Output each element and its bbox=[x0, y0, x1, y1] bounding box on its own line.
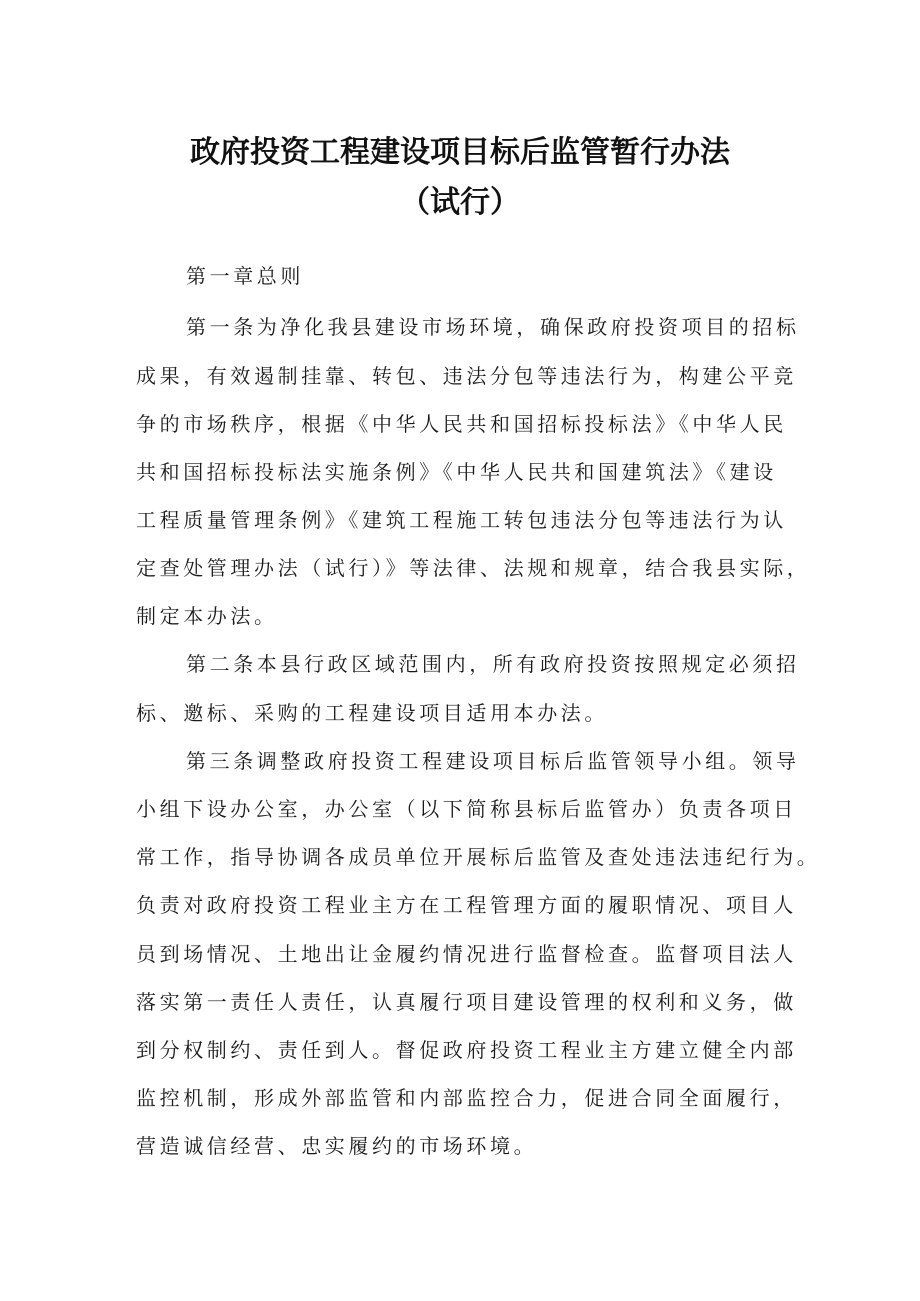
article-3-line: 常工作，指导协调各成员单位开展标后监管及查处违法违纪行为。 bbox=[136, 845, 821, 869]
document-title: 政府投资工程建设项目标后监管暂行办法 bbox=[190, 135, 730, 170]
article-2-line: 标、邀标、采购的工程建设项目适用本办法。 bbox=[136, 701, 608, 725]
document-subtitle: （试行） bbox=[400, 185, 520, 220]
article-1-line: 制定本办法。 bbox=[136, 604, 278, 628]
article-1-line: 争的市场秩序，根据《中华人民共和国招标投标法》《中华人民 bbox=[136, 412, 787, 436]
article-3-line: 第三条调整政府投资工程建设项目标后监管领导小组。领导 bbox=[186, 749, 800, 773]
article-3-line: 落实第一责任人责任，认真履行项目建设管理的权利和义务，做 bbox=[136, 990, 797, 1014]
article-3-line: 负责对政府投资工程业主方在工程管理方面的履职情况、项目人 bbox=[136, 893, 797, 917]
article-3-line: 员到场情况、土地出让金履约情况进行监督检查。监督项目法人 bbox=[136, 942, 797, 966]
article-1-line: 成果，有效遏制挂靠、转包、违法分包等违法行为，构建公平竞 bbox=[136, 364, 797, 388]
article-2-line: 第二条本县行政区域范围内，所有政府投资按照规定必须招 bbox=[186, 652, 800, 676]
article-1-line: 共和国招标投标法实施条例》《中华人民共和国建筑法》《建设 bbox=[136, 460, 777, 484]
article-1-line: 工程质量管理条例》《建筑工程施工转包违法分包等违法行为认 bbox=[136, 508, 787, 532]
article-3-line: 监控机制，形成外部监管和内部监控合力，促进合同全面履行， bbox=[136, 1086, 797, 1110]
chapter-heading: 第一章总则 bbox=[186, 264, 304, 288]
article-3-line: 到分权制约、责任到人。督促政府投资工程业主方建立健全内部 bbox=[136, 1038, 797, 1062]
article-1-line: 第一条为净化我县建设市场环境，确保政府投资项目的招标 bbox=[186, 315, 800, 339]
article-3-line: 小组下设办公室，办公室（以下简称县标后监管办）负责各项日 bbox=[136, 797, 797, 821]
article-3-line: 营造诚信经营、忠实履约的市场环境。 bbox=[136, 1134, 538, 1158]
article-1-line: 定查处管理办法（试行）》等法律、法规和规章，结合我县实际， bbox=[136, 556, 811, 580]
